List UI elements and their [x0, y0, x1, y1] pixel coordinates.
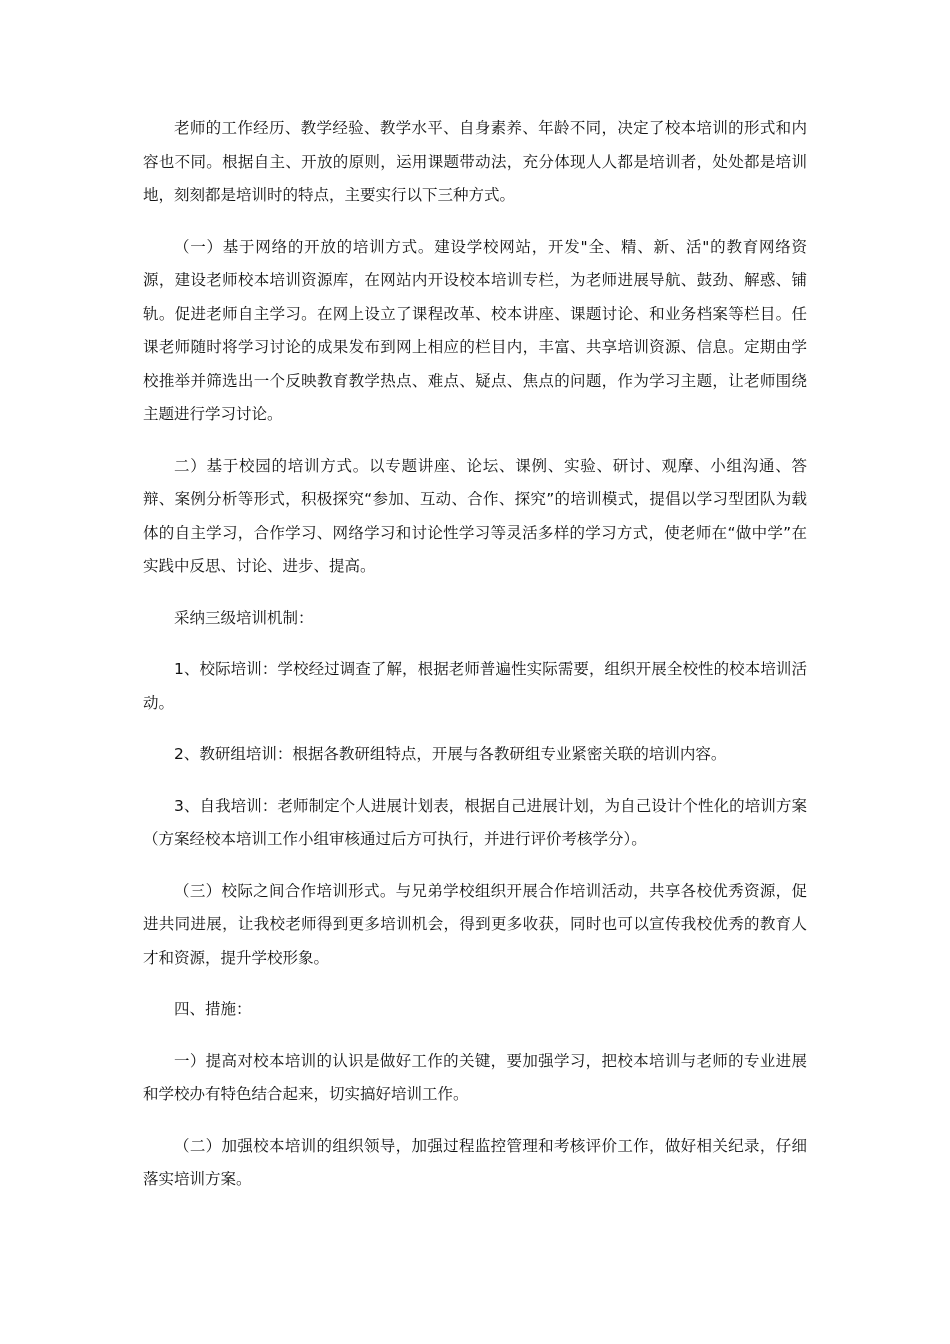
paragraph-group-training: 2、教研组培训：根据各教研组特点，开展与各教研组专业紧密关联的培训内容。 — [174, 745, 727, 763]
paragraph-intro: 老师的工作经历、教学经验、教学水平、自身素养、年龄不同，决定了校本培训的形式和内容也不同。根据自主、开放的原则，运用课题带动法，充分体现人人都是培训者，处处都是培训地，刻刻都是培训时的特点，主要实行以下三种方式。 — [143, 119, 807, 204]
paragraph-inter-school-training: （三）校际之间合作培训形式。与兄弟学校组织开展合作培训活动，共享各校优秀资源，促进共同进展，让我校老师得到更多培训机会，得到更多收获，同时也可以宣传我校优秀的教育人才和资源，提升学校形象。 — [143, 881, 807, 967]
paragraph-campus-training: 二）基于校园的培训方式。以专题讲座、论坛、课例、实验、研讨、观摩、小组沟通、答辩、案例分析等形式，积极探究“参加、互动、合作、探究”的培训模式，提倡以学习型团队为载体的自主学习，合作学习、网络学习和讨论性学习等灵活多样的学习方式，使老师在“做中学”在实践中反思、讨论、进步、提高。 — [143, 456, 807, 575]
paragraph-self-training: 3、自我培训：老师制定个人进展计划表，根据自己进展计划，为自己设计个性化的培训方案（方案经校本培训工作小组审核通过后方可执行，并进行评价考核学分）。 — [143, 796, 807, 848]
document-body — [143, 112, 807, 1215]
paragraph-measure-one: 一）提高对校本培训的认识是做好工作的关键，要加强学习，把校本培训与老师的专业进展和学校办有特色结合起来，切实搞好培训工作。 — [143, 1051, 807, 1103]
paragraph-school-wide-training: 1、校际培训：学校经过调查了解，根据老师普遍性实际需要，组织开展全校性的校本培训活动。 — [143, 660, 807, 712]
paragraph-measure-two: （二）加强校本培训的组织领导，加强过程监控管理和考核评价工作，做好相关纪录，仔细落实培训方案。 — [143, 1136, 807, 1188]
paragraph-three-level-mechanism: 采纳三级培训机制： — [174, 608, 314, 627]
paragraph-network-training: （一）基于网络的开放的培训方式。建设学校网站，开发"全、精、新、活"的教育网络资源，建设老师校本培训资源库，在网站内开设校本培训专栏，为老师进展导航、鼓劲、解惑、铺轨。促进老师自主学习。在网上设立了课程改革、校本讲座、课题讨论、和业务档案等栏目。任课老师随时将学习讨论的成果发布到网上相应的栏目内，丰富、共享培训资源、信息。定期由学校推举并筛选出一个反映教育教学热点、难点、疑点、焦点的问题，作为学习主题，让老师围绕主题进行学习讨论。 — [143, 237, 807, 423]
paragraph-measures-heading: 四、措施： — [174, 1000, 252, 1018]
